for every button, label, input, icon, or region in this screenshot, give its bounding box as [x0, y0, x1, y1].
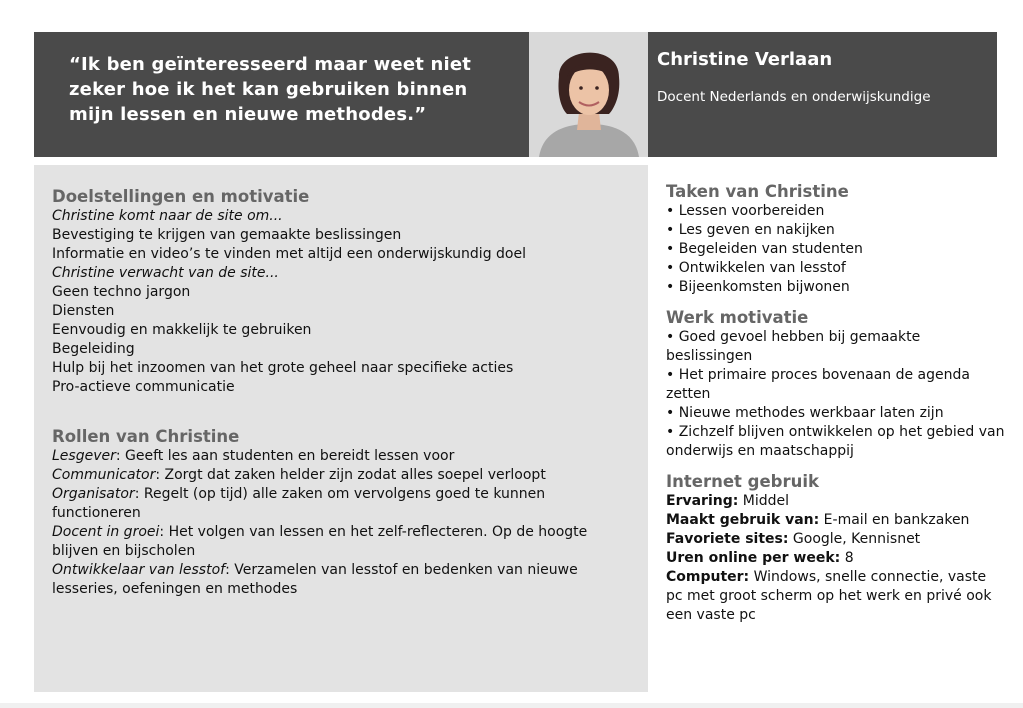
goals-item: Begeleiding [52, 341, 135, 357]
role-item [52, 466, 632, 485]
internet-title: Internet gebruik [666, 472, 819, 491]
motivation-item: • Zichzelf blijven ontwikkelen op het gebied van onderwijs en maatschappij [666, 424, 1005, 459]
goals-item: Geen techno jargon [52, 284, 191, 300]
task-item: • Lessen voorbereiden [666, 203, 825, 219]
goals-item: Hulp bij het inzoomen van het grote geheel naar specifieke acties [52, 360, 514, 376]
goals-item: Informatie en video’s te vinden met altijd een onderwijskundig doel [52, 246, 526, 262]
section-spacer [666, 297, 1006, 308]
internet-value: Google, Kennisnet [788, 531, 921, 547]
role-desc: : Geeft les aan studenten en bereidt lessen voor [115, 448, 455, 464]
motivation-item: • Nieuwe methodes werkbaar laten zijn [666, 405, 944, 421]
goals-item: Eenvoudig en makkelijk te gebruiken [52, 322, 312, 338]
role-desc: : Verzamelen van lesstof en bedenken van nieuwe lesseries, oefeningen en methodes [52, 562, 578, 597]
internet-item [666, 492, 1006, 511]
internet-label: Computer: [666, 569, 750, 585]
internet-item [666, 549, 1006, 568]
role-desc: : Regelt (op tijd) alle zaken om vervolgens goed te kunnen functioneren [52, 486, 546, 521]
bottom-divider [0, 703, 1023, 708]
role-item [52, 561, 632, 599]
role-term: Communicator [52, 467, 156, 483]
left-panel [34, 165, 648, 692]
goals-intro-1: Christine komt naar de site om... [52, 208, 283, 224]
persona-name: Christine Verlaan [657, 49, 833, 70]
right-column [666, 182, 1006, 625]
goals-intro-2: Christine verwacht van de site... [52, 265, 279, 281]
role-term: Organisator [52, 486, 135, 502]
internet-value: Windows, snelle connectie, vaste pc met groot scherm op het werk en privé ook een vaste pc [666, 569, 992, 623]
task-item: • Les geven en nakijken [666, 222, 835, 238]
motivation-title: Werk motivatie [666, 308, 809, 327]
role-desc: : Het volgen van lessen en het zelf-reflecteren. Op de hoogte blijven en bijscholen [52, 524, 588, 559]
tasks-title: Taken van Christine [666, 182, 849, 201]
role-item [52, 485, 632, 523]
motivation-item: • Het primaire proces bovenaan de agenda zetten [666, 367, 970, 402]
left-content [52, 187, 632, 599]
goals-item: Bevestiging te krijgen van gemaakte beslissingen [52, 227, 402, 243]
internet-value: Middel [738, 493, 790, 509]
section-spacer [666, 461, 1006, 472]
persona-photo [529, 32, 648, 157]
internet-label: Ervaring: [666, 493, 739, 509]
internet-item [666, 568, 1006, 625]
role-term: Docent in groei [52, 524, 160, 540]
internet-value: 8 [840, 550, 854, 566]
task-item: • Bijeenkomsten bijwonen [666, 279, 850, 295]
task-item: • Begeleiden van studenten [666, 241, 863, 257]
role-item [52, 447, 632, 466]
roles-title: Rollen van Christine [52, 427, 240, 446]
role-item [52, 523, 632, 561]
role-term: Ontwikkelaar van lesstof [52, 562, 226, 578]
internet-label: Uren online per week: [666, 550, 841, 566]
internet-item [666, 511, 1006, 530]
internet-item [666, 530, 1006, 549]
role-desc: : Zorgt dat zaken helder zijn zodat alles soepel verloopt [155, 467, 546, 483]
section-spacer [52, 397, 632, 427]
motivation-item: • Goed gevoel hebben bij gemaakte beslissingen [666, 329, 921, 364]
goals-title: Doelstellingen en motivatie [52, 187, 310, 206]
goals-item: Pro-actieve communicatie [52, 379, 235, 395]
internet-value: E-mail en bankzaken [819, 512, 970, 528]
task-item: • Ontwikkelen van lesstof [666, 260, 846, 276]
internet-label: Favoriete sites: [666, 531, 789, 547]
persona-header [34, 32, 997, 157]
internet-label: Maakt gebruik van: [666, 512, 820, 528]
persona-quote: “Ik ben geïnteresseerd maar weet niet zeker hoe ik het kan gebruiken binnen mijn lessen en nieuwe methodes.” [69, 54, 472, 125]
persona-role: Docent Nederlands en onderwijskundige [657, 89, 931, 105]
role-term: Lesgever [52, 448, 116, 464]
portrait-illustration [529, 32, 648, 157]
goals-item: Diensten [52, 303, 115, 319]
